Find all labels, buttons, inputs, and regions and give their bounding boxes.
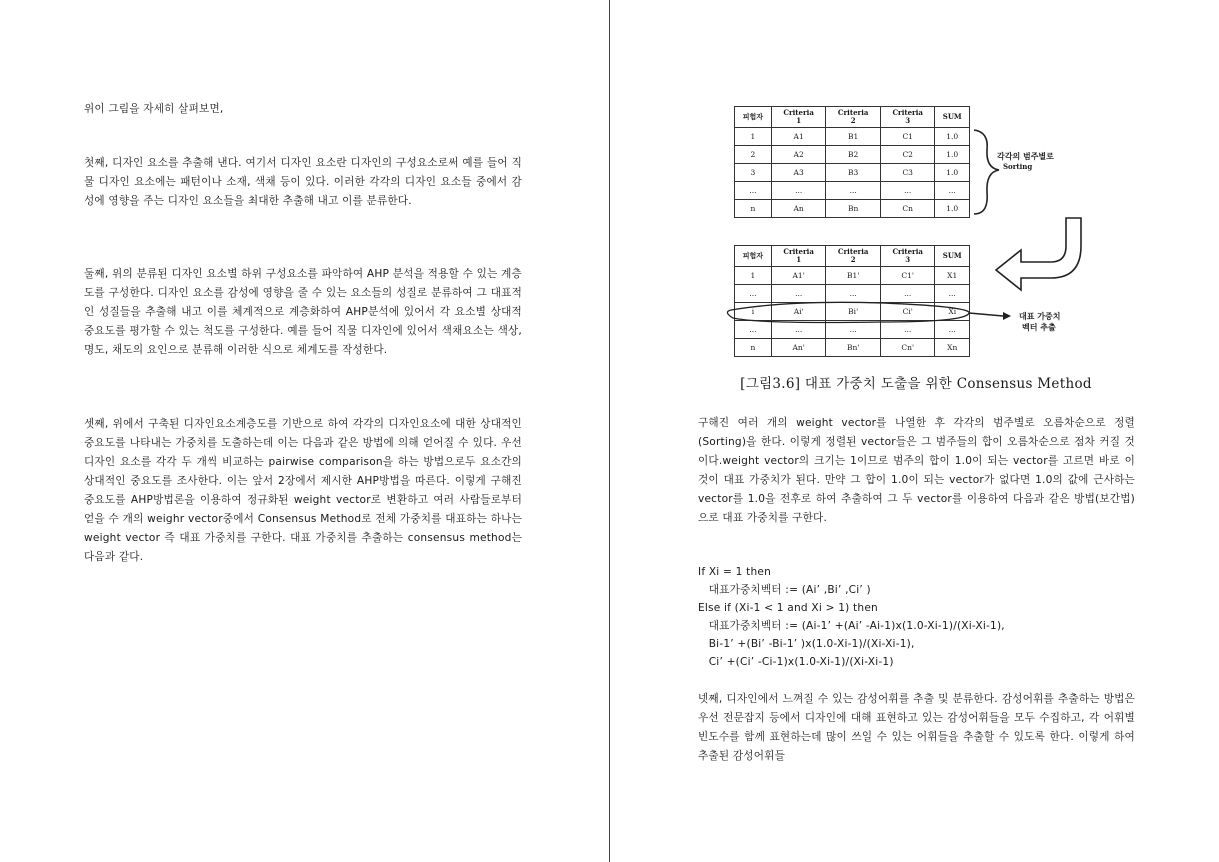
table-cell: Ai' bbox=[771, 303, 826, 321]
formula-line: If Xi = 1 then bbox=[698, 566, 772, 578]
third-step-paragraph: 셋째, 위에서 구축된 디자인요소계층도를 기반으로 하여 각각의 디자인요소에 대한 상대적인 중요도를 나타내는 가중치를 도출하는데 이는 다음과 같은 방법에 의해 얻어질 수 있다. 우선 디자인 요소를 각각 두 개씩 비교하는 pairwise comparison을 하는 방법으로두 요소간의 상대적인 중요도를 조사한다. 이는 앞서 2장에서 제시한 AHP방법을 따른다. 이렇게 구해진 중요도를 AHP방법론을 이용하여 정규화된 weight vector로 변환하고 여러 사람들로부터 얻을 수 개의 weighr vector중에서 Consensus Method로 전체 가중치를 대표하는 하나는 weight vector 즉 대표 가중치를 구한다. 대표 가중치를 추출하는 consensus method는 다음과 같다. bbox=[84, 418, 522, 563]
table-cell: 1.0 bbox=[935, 146, 970, 164]
highlight-ellipse-icon bbox=[727, 302, 969, 322]
table-cell: B2 bbox=[826, 146, 881, 164]
table-cell: B3 bbox=[826, 164, 881, 182]
table-cell: Ci' bbox=[880, 303, 935, 321]
table-cell: ... bbox=[935, 285, 970, 303]
formula-line: 대표가중치벡터 := (Ai-1’ +(Ai’ -Ai-1)x(1.0-Xi-1)/(Xi-Xi-1), bbox=[698, 620, 1005, 632]
table-cell: 2 bbox=[735, 146, 772, 164]
right-page bbox=[611, 0, 1219, 862]
table-cell: 1.0 bbox=[935, 200, 970, 218]
table-cell: C1' bbox=[880, 267, 935, 285]
table-cell: Bn bbox=[826, 200, 881, 218]
table-cell: 1 bbox=[735, 267, 772, 285]
table-cell: An' bbox=[771, 339, 826, 357]
table-cell: B1' bbox=[826, 267, 881, 285]
table-cell: ... bbox=[735, 321, 772, 339]
arrow-line-icon bbox=[969, 313, 1003, 316]
table-cell: Xn bbox=[935, 339, 970, 357]
table-cell: C2 bbox=[880, 146, 935, 164]
table-header-cell: Criteria 2 bbox=[826, 246, 881, 267]
table-header-cell: Criteria 3 bbox=[880, 107, 935, 128]
table-cell: 1.0 bbox=[935, 128, 970, 146]
table-cell: ... bbox=[771, 321, 826, 339]
table-cell: i bbox=[735, 303, 772, 321]
extract-label: 대표 가중치 bbox=[1019, 311, 1061, 321]
table-cell: ... bbox=[826, 321, 881, 339]
interpolation-formula bbox=[698, 563, 1135, 671]
table-header-cell: SUM bbox=[935, 246, 970, 267]
table-cell: 3 bbox=[735, 164, 772, 182]
table-cell: C1 bbox=[880, 128, 935, 146]
table-cell: Bn' bbox=[826, 339, 881, 357]
table-cell: ... bbox=[935, 321, 970, 339]
arrow-head-icon bbox=[1003, 312, 1011, 320]
table-cell: A1' bbox=[771, 267, 826, 285]
table-cell: ... bbox=[880, 285, 935, 303]
curved-arrow-icon bbox=[996, 218, 1081, 290]
table-cell: ... bbox=[771, 285, 826, 303]
table-cell: Cn bbox=[880, 200, 935, 218]
table-cell: Xi bbox=[935, 303, 970, 321]
table-cell: ... bbox=[826, 182, 881, 200]
first-step-paragraph: 첫째, 디자인 요소를 추출해 낸다. 여기서 디자인 요소란 디자인의 구성요소로써 예를 들어 직물 디자인 요소에는 패턴이나 소재, 색채 등이 있다. 이러한 각각의 디자인 요소들 중에서 감성에 영향을 주는 디자인 요소들을 최대한 추출해 내고 이를 분류한다. bbox=[84, 157, 522, 207]
figure-annotations bbox=[611, 0, 1219, 370]
table-cell: A2 bbox=[771, 146, 826, 164]
table-header-cell: Criteria 2 bbox=[826, 107, 881, 128]
table-cell: ... bbox=[735, 182, 772, 200]
intro-paragraph: 위이 그림을 자세히 살펴보면, bbox=[84, 103, 224, 115]
table-cell: ... bbox=[735, 285, 772, 303]
sorting-paragraph: 구해진 여러 개의 weight vector를 나열한 후 각각의 범주별로 오름차순으로 정렬(Sorting)을 한다. 이렇게 정렬된 vector들은 그 범주들의 합이 오름차순으로 점차 커질 것이다.weight vector의 크기는 1이므로 범주의 합이 1.0이 되는 vector를 고르면 바로 이 것이 대표 가중치가 된다. 만약 그 합이 1.0이 되는 vector가 없다면 1.0의 값에 근사하는 vector를 1.0을 전후로 하여 추출하여 그 두 vector를 이용하여 다음과 같은 방법(보간법)으로 대표 가중치를 구한다. bbox=[698, 417, 1135, 524]
table-header-cell: Criteria 1 bbox=[771, 107, 826, 128]
table-cell: Cn' bbox=[880, 339, 935, 357]
formula-line: Ci’ +(Ci’ -Ci-1)x(1.0-Xi-1)/(Xi-Xi-1) bbox=[698, 656, 894, 668]
second-step-paragraph: 둘째, 위의 분류된 디자인 요소별 하위 구성요소를 파악하여 AHP 분석을 적용할 수 있는 계층도를 구성한다. 디자인 요소를 감성에 영향을 줄 수 있는 요소들의 성질로 분류하여 그 대표적인 성질들을 추출해 내고 이를 체계적으로 계층화하여 AHP분석에 있어서 각 요소별 상대적 중요도를 평가할 수 있는 척도를 구성한다. 예를 들어 직물 디자인에 있어서 색채요소는 색상, 명도, 채도의 요인으로 분류해 이러한 식으로 체계도를 작성한다. bbox=[84, 268, 522, 356]
table-header-cell: SUM bbox=[935, 107, 970, 128]
table-cell: C3 bbox=[880, 164, 935, 182]
sort-label: 각각의 범주별로 bbox=[997, 151, 1054, 161]
table-header-cell: Criteria 3 bbox=[880, 246, 935, 267]
extract-label-2: 벡터 추출 bbox=[1022, 322, 1056, 332]
table-cell: 1.0 bbox=[935, 164, 970, 182]
formula-line: Else if (Xi-1 < 1 and Xi > 1) then bbox=[698, 602, 878, 614]
table-cell: ... bbox=[935, 182, 970, 200]
table-cell: n bbox=[735, 200, 772, 218]
figure-caption: [그림3.6] 대표 가중치 도출을 위한 Consensus Method bbox=[740, 376, 1092, 392]
table-cell: An bbox=[771, 200, 826, 218]
table-header-cell: 피험자 bbox=[735, 107, 772, 128]
table-cell: 1 bbox=[735, 128, 772, 146]
sort-label-en: Sorting bbox=[1003, 162, 1033, 171]
table-header-cell: 피험자 bbox=[735, 246, 772, 267]
table-header-cell: Criteria 1 bbox=[771, 246, 826, 267]
page-divider bbox=[609, 0, 610, 862]
formula-line: Bi-1’ +(Bi’ -Bi-1’ )x(1.0-Xi-1)/(Xi-Xi-1), bbox=[698, 638, 915, 650]
table-cell: A3 bbox=[771, 164, 826, 182]
table-cell: ... bbox=[826, 285, 881, 303]
table-cell: X1 bbox=[935, 267, 970, 285]
table-cell: A1 bbox=[771, 128, 826, 146]
table-cell: n bbox=[735, 339, 772, 357]
table-cell: Bi' bbox=[826, 303, 881, 321]
table-cell: ... bbox=[771, 182, 826, 200]
table-cell: B1 bbox=[826, 128, 881, 146]
brace-icon bbox=[974, 130, 999, 214]
left-page bbox=[0, 0, 609, 862]
formula-line: 대표가중치벡터 := (Ai’ ,Bi’ ,Ci’ ) bbox=[698, 584, 871, 596]
table-cell: ... bbox=[880, 321, 935, 339]
table-cell: ... bbox=[880, 182, 935, 200]
fourth-step-paragraph: 넷째, 디자인에서 느껴질 수 있는 감성어휘를 추출 및 분류한다. 감성어휘를 추출하는 방법은 우선 전문잡지 등에서 디자인에 대해 표현하고 있는 감성어휘들을 모두 수집하고, 각 어휘별 빈도수를 함께 표현하는데 많이 쓰일 수 있는 어휘들을 추출할 수 있도록 한다. 이렇게 하여 추출된 감성어휘들 bbox=[698, 693, 1135, 762]
